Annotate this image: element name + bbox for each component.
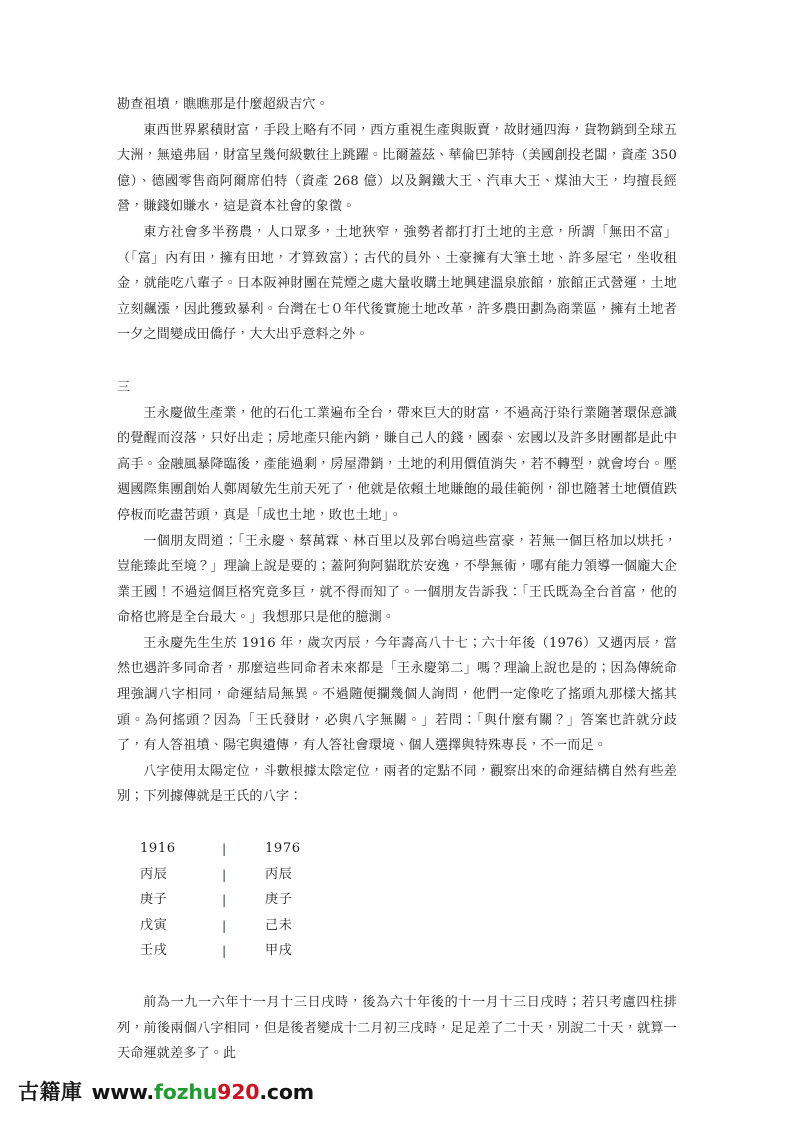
bazi-right-pillar-4: 甲戌 (265, 943, 293, 959)
bazi-left-pillar-2: 庚子 (140, 892, 168, 908)
table-row (117, 913, 301, 939)
section-number-three: 三 (117, 379, 131, 395)
paragraph-date-analysis: 前為一九一六年十一月十三日戌時，後為六十年後的十一月十三日戌時；若只考慮四柱排列，前後兩個八字相同，但是後者變成十二月初三戌時，足足差了二十天，別說二十天，就算一天命運就差多了。此 (117, 995, 677, 1062)
bazi-separator: | (222, 866, 227, 882)
paragraph-bazi-solar-lunar: 八字使用太陽定位，斗數根據太陰定位，兩者的定點不同，觀察出來的命運結構自然有些差別；下列據傳就是王氏的八字： (117, 763, 677, 805)
bazi-right-pillar-3: 己未 (265, 917, 293, 933)
bazi-separator: | (222, 943, 227, 959)
bazi-right-pillar-2: 庚子 (265, 892, 293, 908)
table-row (117, 836, 301, 862)
document-body (117, 92, 677, 1067)
watermark-url-prefix: www. (91, 1080, 154, 1104)
table-row (117, 862, 301, 888)
paragraph-birth-year-1916: 王永慶先生生於 1916 年，歲次丙辰，今年壽高八十七；六十年後（1976）又遇丙辰，當然也遇許多同命者，那麼這些同命者未來都是「王永慶第二」嗎？理論上說也是的；因為傳統命理強調八字相同，命運結局無異。不過隨便攔幾個人詢問，他們一定像吃了搖頭丸那樣大搖其頭。為何搖頭？因為「王氏發財，必與八字無關。」若問：「與什麼有關？」答案也許就分歧了，有人答祖墳、陽宅與遺傳，有人答社會環境、個人選擇與特殊專長，不一而足。 (117, 635, 677, 754)
bazi-left-pillar-3: 戊寅 (140, 917, 168, 933)
paragraph-friend-question: 一個朋友問道：「王永慶、蔡萬霖、林百里以及郭台鳴這些富豪，若無一個巨格加以烘托，豈能臻此至境？」理論上說是要的；蓋阿狗阿貓耽於安逸，不學無術，哪有能力領導一個龐大企業王國！不過這個巨格究竟多巨，就不得而知了。一個朋友告訴我：「王氏既為全台首富，他的命格也將是全台最大。」我想那只是他的臆測。 (117, 533, 677, 626)
paragraph-eastern-society-land: 東方社會多半務農，人口眾多，土地狹窄，強勢者都打打土地的主意，所謂「無田不富」（「富」內有田，擁有田地，才算致富）；古代的員外、土豪擁有大筆土地、許多屋宅，坐收租金，就能吃八輩子。日本阪神財團在荒煙之處大量收購土地興建溫泉旅館，旅館正式營運，土地立刻飆漲，因此獲致暴利。台灣在七０年代後實施土地改革，許多農田劃為商業區，擁有土地者一夕之間變成田僑仔，大大出乎意料之外。 (117, 224, 677, 343)
bazi-left-pillar-4: 壬戌 (140, 943, 168, 959)
bazi-left-year: 1916 (140, 841, 176, 857)
paragraph-wang-yongqing-industry: 王永慶做生產業，他的石化工業遍布全台，帶來巨大的財富，不過高汙染行業隨著環保意識的覺醒而沒落，只好出走；房地產只能內銷，賺自己人的錢，國泰、宏國以及許多財團都是此中高手。金融風暴降臨後，產能過剩，房屋滯銷，土地的利用價值消失，若不轉型，就會垮台。壓週國際集團創始人鄭周敏先生前天死了，他就是依賴土地賺飽的最佳範例，卻也隨著土地價值跌停板而吃盡苦頭，真是「成也土地，敗也土地」。 (117, 405, 677, 523)
watermark-site-name: 古籍庫 (18, 1080, 83, 1104)
table-top-spacer (117, 810, 677, 836)
watermark-url-name: fozhu (154, 1080, 218, 1104)
table-bottom-spacer (117, 964, 677, 990)
watermark-url-number: 920 (217, 1080, 260, 1104)
table-row (117, 887, 301, 913)
table-row (117, 938, 301, 964)
bazi-separator: | (222, 841, 227, 857)
bazi-left-pillar-1: 丙辰 (140, 866, 168, 882)
section-spacer (117, 348, 677, 375)
watermark-url-suffix: .com (259, 1080, 314, 1104)
paragraph-east-west-wealth: 東西世界累積財富，手段上略有不同，西方重視生產與販賣，故財通四海，貨物銷到全球五大洲，無遠弗屆，財富呈幾何級數往上跳躍。比爾蓋茲、華倫巴菲特（美國創投老闆，資產 350 億）、德國零售商阿爾席伯特（資產 268 億）以及鋼鐵大王、汽車大王、煤油大王，均擅長經營，賺錢如賺水，這是資本社會的象徵。 (117, 122, 677, 215)
watermark-url (92, 1080, 314, 1104)
watermark (18, 1076, 314, 1106)
bazi-separator: | (222, 917, 227, 933)
bazi-right-pillar-1: 丙辰 (265, 866, 293, 882)
paragraph-continuation: 勘查祖墳，瞧瞧那是什麼超級吉穴。 (117, 97, 329, 112)
bazi-comparison-table (117, 836, 301, 964)
bazi-separator: | (222, 892, 227, 908)
bazi-right-year: 1976 (265, 841, 301, 857)
